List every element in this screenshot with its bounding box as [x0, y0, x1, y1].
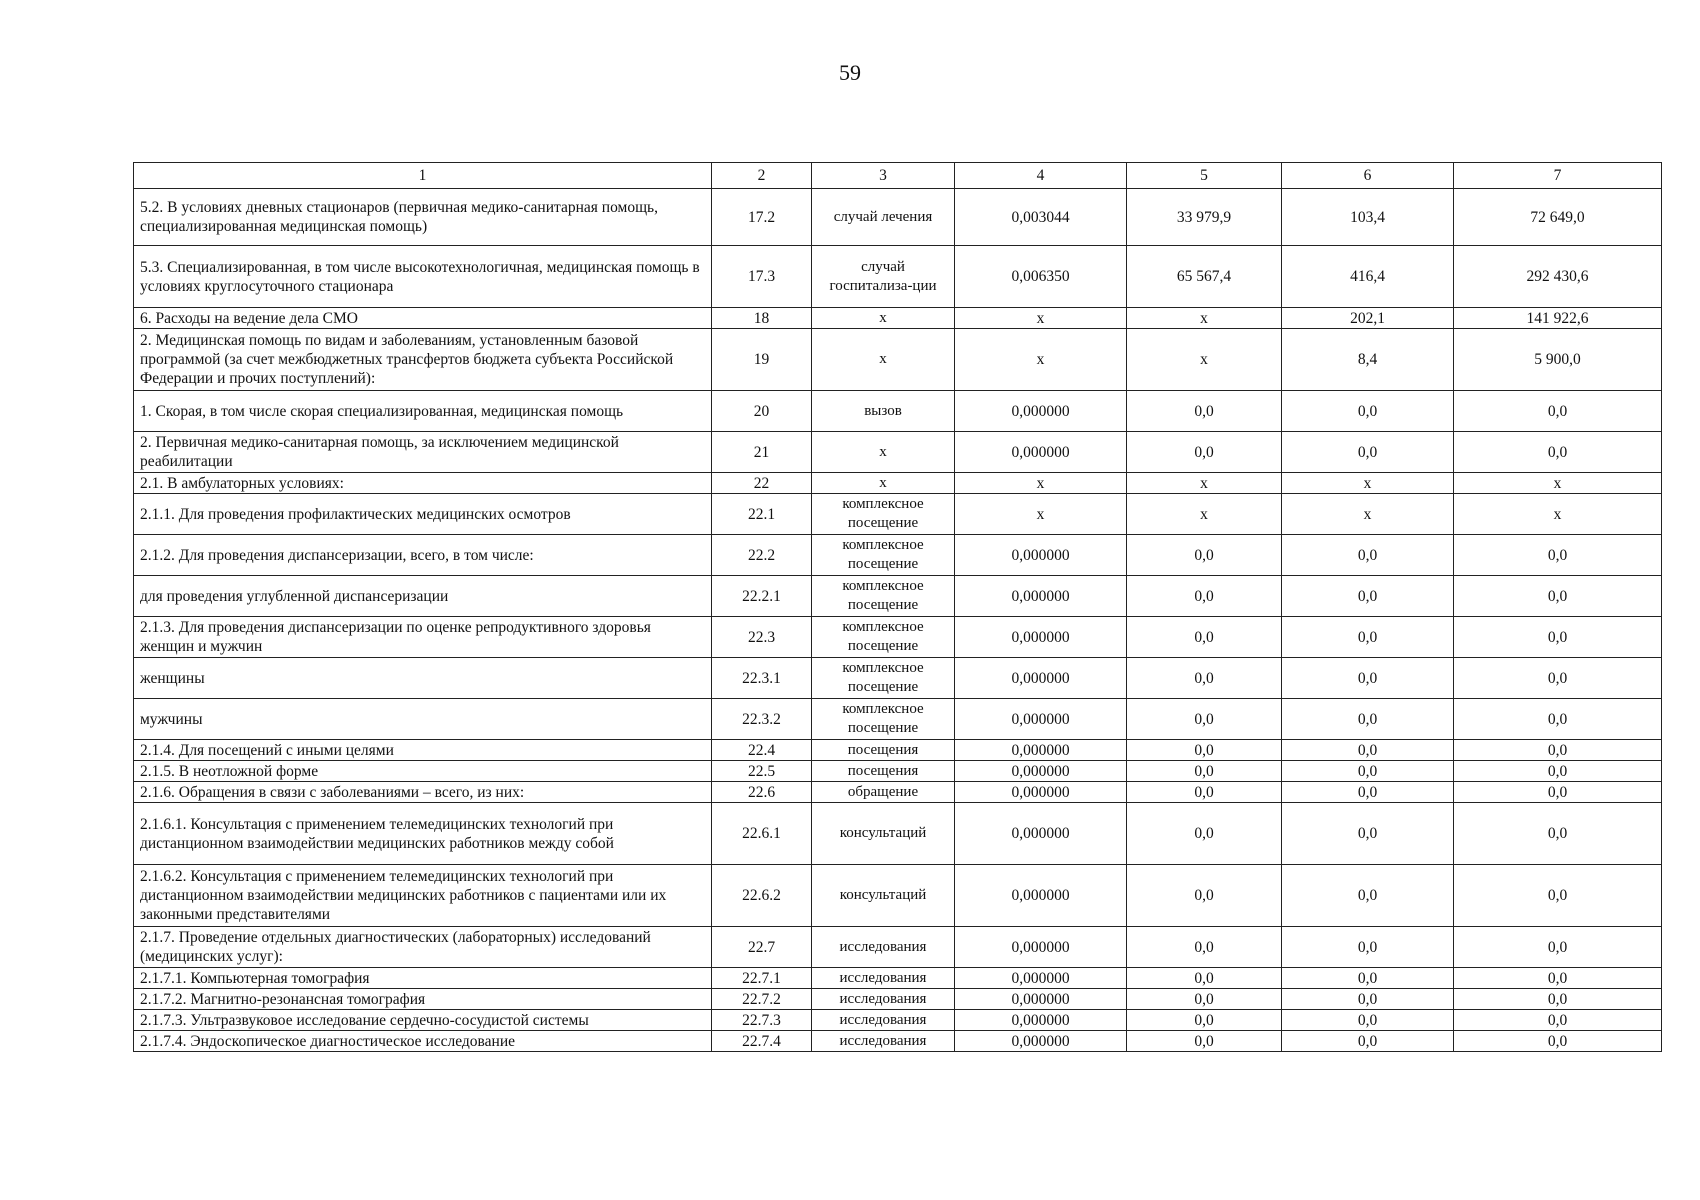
cell-volume: х: [955, 494, 1127, 535]
cell-cost-per-unit: 0,0: [1127, 699, 1282, 740]
cell-indicator: 2. Первичная медико-санитарная помощь, за исключением медицинской реабилитации: [134, 432, 712, 473]
cell-indicator: 2.1.7.2. Магнитно-резонансная томография: [134, 989, 712, 1010]
cell-per-capita: 0,0: [1282, 782, 1454, 803]
cell-cost-per-unit: 0,0: [1127, 803, 1282, 865]
cell-row-number: 17.2: [712, 189, 812, 246]
cell-row-number: 22.7.1: [712, 968, 812, 989]
cell-cost-per-unit: 0,0: [1127, 617, 1282, 658]
table-row: [134, 189, 1662, 246]
cell-volume: 0,000000: [955, 1010, 1127, 1031]
cell-per-capita: 0,0: [1282, 968, 1454, 989]
cell-indicator: 2.1. В амбулаторных условиях:: [134, 473, 712, 494]
cell-volume: 0,000000: [955, 1031, 1127, 1052]
cell-per-capita: х: [1282, 473, 1454, 494]
cell-unit: обращение: [812, 782, 955, 803]
table-row: [134, 740, 1662, 761]
header-cell-4: 4: [955, 163, 1127, 189]
cell-total: 0,0: [1454, 617, 1662, 658]
cell-row-number: 22.7.3: [712, 1010, 812, 1031]
cell-row-number: 22.1: [712, 494, 812, 535]
cell-per-capita: 0,0: [1282, 803, 1454, 865]
cell-unit: х: [812, 432, 955, 473]
cell-total: 0,0: [1454, 968, 1662, 989]
cell-unit: вызов: [812, 391, 955, 432]
cell-row-number: 22.2.1: [712, 576, 812, 617]
header-cell-2: 2: [712, 163, 812, 189]
header-cell-6: 6: [1282, 163, 1454, 189]
cell-per-capita: 103,4: [1282, 189, 1454, 246]
cell-per-capita: 0,0: [1282, 576, 1454, 617]
cell-total: 0,0: [1454, 740, 1662, 761]
table-row: [134, 761, 1662, 782]
cell-per-capita: 0,0: [1282, 989, 1454, 1010]
table-row: [134, 699, 1662, 740]
cell-indicator: 2.1.3. Для проведения диспансеризации по оценке репродуктивного здоровья женщин и мужчин: [134, 617, 712, 658]
cell-indicator: 2.1.2. Для проведения диспансеризации, всего, в том числе:: [134, 535, 712, 576]
cell-unit: посещения: [812, 740, 955, 761]
cell-indicator: 2.1.6.2. Консультация с применением телемедицинских технологий при дистанционном взаимодействии медицинских работников с пациентами или их законными представителями: [134, 865, 712, 927]
cell-row-number: 22: [712, 473, 812, 494]
table-row: [134, 576, 1662, 617]
cell-row-number: 22.5: [712, 761, 812, 782]
cell-volume: 0,000000: [955, 803, 1127, 865]
cell-volume: 0,000000: [955, 658, 1127, 699]
table-row: [134, 432, 1662, 473]
cell-total: 0,0: [1454, 576, 1662, 617]
cell-cost-per-unit: 0,0: [1127, 391, 1282, 432]
cell-cost-per-unit: 0,0: [1127, 865, 1282, 927]
cell-row-number: 22.3: [712, 617, 812, 658]
page-number: 59: [839, 60, 861, 85]
cell-volume: 0,000000: [955, 617, 1127, 658]
cell-total: 72 649,0: [1454, 189, 1662, 246]
cell-indicator: 2.1.7.4. Эндоскопическое диагностическое исследование: [134, 1031, 712, 1052]
table-row: [134, 535, 1662, 576]
cell-row-number: 22.7.2: [712, 989, 812, 1010]
cell-total: 0,0: [1454, 1031, 1662, 1052]
cell-row-number: 20: [712, 391, 812, 432]
main-table: [133, 162, 1662, 1052]
table-row: [134, 658, 1662, 699]
cell-per-capita: х: [1282, 494, 1454, 535]
cell-per-capita: 8,4: [1282, 329, 1454, 391]
cell-cost-per-unit: 0,0: [1127, 432, 1282, 473]
cell-volume: 0,000000: [955, 968, 1127, 989]
cell-cost-per-unit: 0,0: [1127, 927, 1282, 968]
cell-volume: х: [955, 308, 1127, 329]
cell-unit: посещения: [812, 761, 955, 782]
cell-indicator: 2.1.6.1. Консультация с применением телемедицинских технологий при дистанционном взаимодействии медицинских работников между собой: [134, 803, 712, 865]
cell-per-capita: 0,0: [1282, 1010, 1454, 1031]
table-row: [134, 989, 1662, 1010]
cell-indicator: 2.1.7.1. Компьютерная томография: [134, 968, 712, 989]
cell-cost-per-unit: 0,0: [1127, 576, 1282, 617]
cell-unit: х: [812, 329, 955, 391]
cell-indicator: 5.3. Специализированная, в том числе высокотехнологичная, медицинская помощь в условиях круглосуточного стационара: [134, 246, 712, 308]
cell-volume: х: [955, 473, 1127, 494]
cell-unit: комплексное посещение: [812, 617, 955, 658]
table-row: [134, 968, 1662, 989]
table-row: [134, 865, 1662, 927]
cell-volume: 0,006350: [955, 246, 1127, 308]
cell-unit: консультаций: [812, 865, 955, 927]
cell-cost-per-unit: х: [1127, 494, 1282, 535]
cell-indicator: 2.1.7.3. Ультразвуковое исследование сердечно-сосудистой системы: [134, 1010, 712, 1031]
cell-total: 0,0: [1454, 761, 1662, 782]
header-cell-7: 7: [1454, 163, 1662, 189]
cell-cost-per-unit: 0,0: [1127, 761, 1282, 782]
header-cell-3: 3: [812, 163, 955, 189]
cell-total: 0,0: [1454, 391, 1662, 432]
cell-per-capita: 0,0: [1282, 432, 1454, 473]
cell-volume: 0,000000: [955, 782, 1127, 803]
cell-per-capita: 0,0: [1282, 927, 1454, 968]
cell-per-capita: 202,1: [1282, 308, 1454, 329]
cell-indicator: 2.1.4. Для посещений с иными целями: [134, 740, 712, 761]
cell-indicator: 1. Скорая, в том числе скорая специализированная, медицинская помощь: [134, 391, 712, 432]
cell-unit: комплексное посещение: [812, 494, 955, 535]
table-row: [134, 308, 1662, 329]
cell-row-number: 22.7.4: [712, 1031, 812, 1052]
cell-volume: 0,000000: [955, 927, 1127, 968]
cell-total: 0,0: [1454, 699, 1662, 740]
table-row: [134, 473, 1662, 494]
cell-unit: случай лечения: [812, 189, 955, 246]
cell-cost-per-unit: 0,0: [1127, 782, 1282, 803]
cell-unit: случай госпитализа-ции: [812, 246, 955, 308]
cell-cost-per-unit: 0,0: [1127, 1031, 1282, 1052]
cell-row-number: 22.3.2: [712, 699, 812, 740]
cell-total: 0,0: [1454, 927, 1662, 968]
cell-total: 141 922,6: [1454, 308, 1662, 329]
cell-volume: 0,000000: [955, 699, 1127, 740]
table-row: [134, 1031, 1662, 1052]
cell-cost-per-unit: 0,0: [1127, 740, 1282, 761]
cell-indicator: 6. Расходы на ведение дела СМО: [134, 308, 712, 329]
cell-per-capita: 0,0: [1282, 761, 1454, 782]
cell-total: х: [1454, 473, 1662, 494]
cell-per-capita: 0,0: [1282, 1031, 1454, 1052]
cell-volume: 0,000000: [955, 865, 1127, 927]
header-row: [134, 163, 1662, 189]
cell-volume: 0,000000: [955, 432, 1127, 473]
cell-indicator: 2.1.6. Обращения в связи с заболеваниями – всего, из них:: [134, 782, 712, 803]
table-row: [134, 494, 1662, 535]
cell-unit: комплексное посещение: [812, 535, 955, 576]
cell-row-number: 22.7: [712, 927, 812, 968]
cell-total: 0,0: [1454, 989, 1662, 1010]
cell-total: 292 430,6: [1454, 246, 1662, 308]
table-row: [134, 782, 1662, 803]
cell-cost-per-unit: 0,0: [1127, 1010, 1282, 1031]
cell-total: х: [1454, 494, 1662, 535]
cell-per-capita: 0,0: [1282, 617, 1454, 658]
cell-volume: 0,000000: [955, 740, 1127, 761]
cell-indicator: женщины: [134, 658, 712, 699]
cell-total: 0,0: [1454, 1010, 1662, 1031]
cell-unit: исследования: [812, 989, 955, 1010]
table-body: [134, 189, 1662, 1052]
cell-row-number: 22.4: [712, 740, 812, 761]
cell-cost-per-unit: х: [1127, 473, 1282, 494]
cell-unit: комплексное посещение: [812, 699, 955, 740]
header-cell-1: 1: [134, 163, 712, 189]
cell-unit: исследования: [812, 1010, 955, 1031]
cell-volume: 0,000000: [955, 391, 1127, 432]
cell-indicator: для проведения углубленной диспансеризации: [134, 576, 712, 617]
cell-indicator: 5.2. В условиях дневных стационаров (первичная медико-санитарная помощь, специализированная медицинская помощь): [134, 189, 712, 246]
table-row: [134, 927, 1662, 968]
cell-indicator: мужчины: [134, 699, 712, 740]
cell-per-capita: 0,0: [1282, 740, 1454, 761]
table-row: [134, 617, 1662, 658]
cell-per-capita: 0,0: [1282, 699, 1454, 740]
cell-cost-per-unit: 0,0: [1127, 968, 1282, 989]
cell-unit: х: [812, 473, 955, 494]
cell-unit: комплексное посещение: [812, 576, 955, 617]
cell-per-capita: 0,0: [1282, 535, 1454, 576]
cell-cost-per-unit: 0,0: [1127, 535, 1282, 576]
table-row: [134, 803, 1662, 865]
cell-total: 0,0: [1454, 658, 1662, 699]
cell-total: 0,0: [1454, 782, 1662, 803]
cell-cost-per-unit: х: [1127, 329, 1282, 391]
cell-cost-per-unit: 33 979,9: [1127, 189, 1282, 246]
cell-row-number: 22.6.1: [712, 803, 812, 865]
cell-per-capita: 416,4: [1282, 246, 1454, 308]
cell-unit: комплексное посещение: [812, 658, 955, 699]
cell-indicator: 2.1.7. Проведение отдельных диагностических (лабораторных) исследований (медицинских услуг):: [134, 927, 712, 968]
table-row: [134, 1010, 1662, 1031]
header-cell-5: 5: [1127, 163, 1282, 189]
cell-indicator: 2. Медицинская помощь по видам и заболеваниям, установленным базовой программой (за счет межбюджетных трансфертов бюджета субъекта Российской Федерации и прочих поступлений):: [134, 329, 712, 391]
cell-cost-per-unit: 0,0: [1127, 658, 1282, 699]
cell-per-capita: 0,0: [1282, 391, 1454, 432]
cell-indicator: 2.1.1. Для проведения профилактических медицинских осмотров: [134, 494, 712, 535]
cell-total: 0,0: [1454, 803, 1662, 865]
table-row: [134, 391, 1662, 432]
cell-indicator: 2.1.5. В неотложной форме: [134, 761, 712, 782]
table-row: [134, 246, 1662, 308]
cell-unit: исследования: [812, 968, 955, 989]
cell-per-capita: 0,0: [1282, 658, 1454, 699]
cell-row-number: 21: [712, 432, 812, 473]
cell-row-number: 22.6: [712, 782, 812, 803]
cell-volume: 0,003044: [955, 189, 1127, 246]
cell-row-number: 19: [712, 329, 812, 391]
cell-cost-per-unit: 0,0: [1127, 989, 1282, 1010]
cell-per-capita: 0,0: [1282, 865, 1454, 927]
cell-total: 5 900,0: [1454, 329, 1662, 391]
cell-row-number: 22.2: [712, 535, 812, 576]
cell-row-number: 22.3.1: [712, 658, 812, 699]
cell-unit: исследования: [812, 927, 955, 968]
cell-row-number: 22.6.2: [712, 865, 812, 927]
cell-unit: исследования: [812, 1031, 955, 1052]
cell-volume: х: [955, 329, 1127, 391]
cell-volume: 0,000000: [955, 576, 1127, 617]
cell-cost-per-unit: 65 567,4: [1127, 246, 1282, 308]
cell-unit: х: [812, 308, 955, 329]
cell-unit: консультаций: [812, 803, 955, 865]
cell-row-number: 17.3: [712, 246, 812, 308]
cell-row-number: 18: [712, 308, 812, 329]
cell-cost-per-unit: х: [1127, 308, 1282, 329]
cell-volume: 0,000000: [955, 989, 1127, 1010]
cell-total: 0,0: [1454, 432, 1662, 473]
table-row: [134, 329, 1662, 391]
cell-total: 0,0: [1454, 535, 1662, 576]
cell-volume: 0,000000: [955, 761, 1127, 782]
cell-total: 0,0: [1454, 865, 1662, 927]
cell-volume: 0,000000: [955, 535, 1127, 576]
